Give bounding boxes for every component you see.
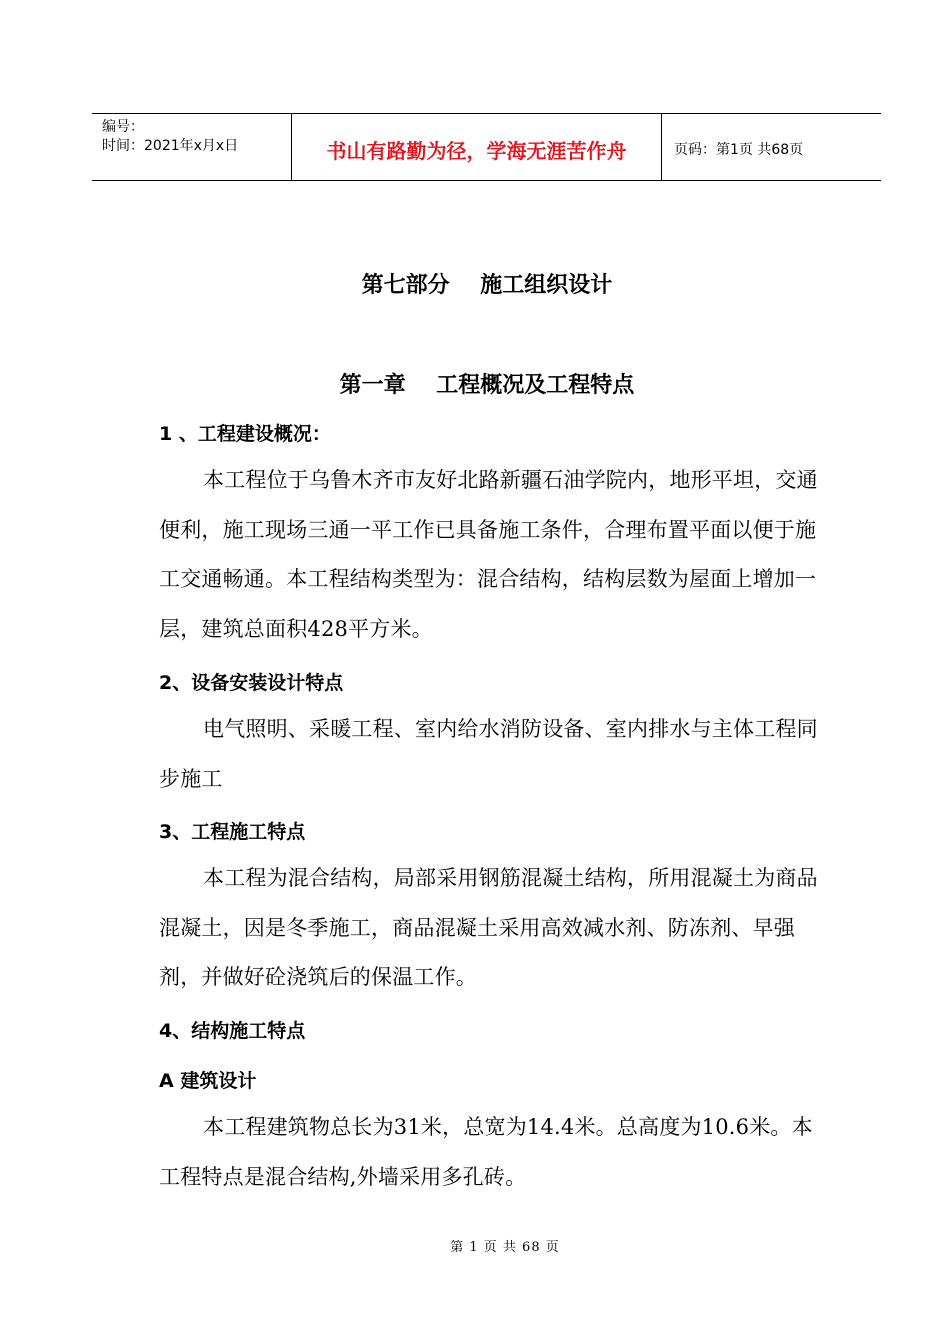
section-heading-3: 3、工程施工特点 [159, 821, 306, 843]
page-footer: 第 1 页 共 68 页 [450, 1240, 560, 1255]
section-paragraph-3: 本工程为混合结构，局部采用钢筋混凝土结构，所用混凝土为商品混凝土，因是冬季施工，商品混凝土采用高效减水剂、防冻剂、早强剂，并做好砼浇筑后的保温工作。 [159, 866, 818, 989]
document-time-label: 时间：2021年x月x日 [102, 138, 239, 154]
header-motto-cell [292, 114, 662, 180]
section-heading-1: 1 、工程建设概况： [159, 423, 331, 445]
section-heading-4: 4、结构施工特点 [159, 1020, 306, 1042]
section-heading-2: 2、设备安装设计特点 [159, 672, 344, 694]
document-number-label: 编号： [102, 119, 144, 135]
chapter-title: 第一章 工程概况及工程特点 [339, 373, 635, 398]
page-header-table [92, 113, 881, 181]
subsection-heading-a: A 建筑设计 [159, 1070, 257, 1092]
subsection-paragraph-a: 本工程建筑物总长为31米，总宽为14.4米。总高度为10.6米。本工程特点是混合结构,外墙采用多孔砖。 [159, 1115, 813, 1189]
header-page-info: 页码：第1页 共68页 [674, 142, 804, 158]
part-title: 第七部分 施工组织设计 [361, 273, 613, 298]
header-motto: 书山有路勤为径，学海无涯苦作舟 [326, 138, 627, 163]
header-meta-cell [92, 114, 292, 180]
section-paragraph-1: 本工程位于乌鲁木齐市友好北路新疆石油学院内，地形平坦，交通便利，施工现场三通一平工作已具备施工条件，合理布置平面以便于施工交通畅通。本工程结构类型为：混合结构，结构层数为屋面上增加一层，建筑总面积428平方米。 [159, 468, 818, 641]
section-paragraph-2: 电气照明、采暖工程、室内给水消防设备、室内排水与主体工程同步施工 [159, 717, 818, 791]
header-page-cell [662, 114, 881, 180]
